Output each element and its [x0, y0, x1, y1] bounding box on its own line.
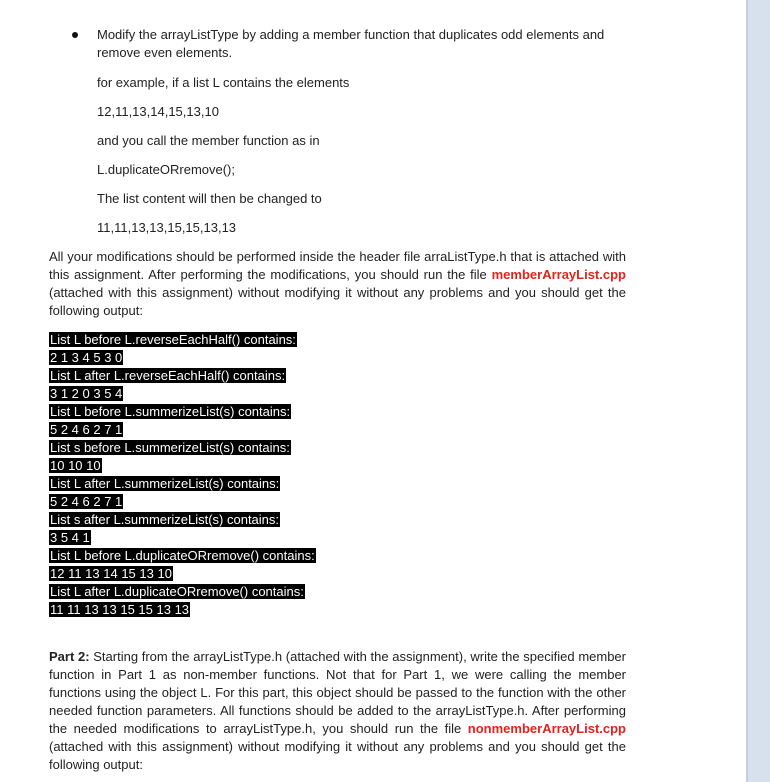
bullet-text: Modify the arrayListType by adding a member function that duplicates odd elements and remove even elements.	[97, 27, 605, 60]
console-line	[49, 367, 369, 385]
window-side-panel	[748, 0, 770, 782]
result-list: 11,11,13,13,15,15,13,13	[97, 220, 237, 235]
console-line	[49, 547, 369, 565]
console-line-text: List s after L.summerizeList(s) contains:	[50, 512, 280, 527]
console-line	[49, 385, 369, 403]
console-line	[49, 349, 369, 367]
result-intro: The list content will then be changed to	[97, 191, 322, 206]
call-intro: and you call the member function as in	[97, 133, 320, 148]
console-line-text: List L before L.duplicateORremove() contains:	[50, 548, 315, 563]
console-line	[49, 421, 369, 439]
console-line-text: 3 5 4 1	[50, 530, 90, 545]
console-line-text: 3 1 2 0 3 5 4	[50, 386, 123, 401]
call-code: L.duplicateORremove();	[97, 162, 235, 177]
console-line	[49, 493, 369, 511]
console-line	[49, 403, 369, 421]
part2-text-before: Starting from the arrayListType.h (attached with the assignment), write the specified member function in Part 1 as non-member functions. Not that for Part 1, we were calling the member functions using the object L. For this part, this object should be passed to the function with the other needed function parameters. All functions should be added to the arrayListType.h. After performing the needed modifications to arrayListType.h, you should run the file	[49, 649, 626, 736]
example-list: 12,11,13,14,15,13,10	[97, 104, 219, 119]
console-line	[49, 601, 369, 619]
console-line	[49, 439, 369, 457]
console-line-text: List L before L.summerizeList(s) contains:	[50, 404, 291, 419]
intro-paragraph	[49, 248, 626, 320]
nonmember-file-name: nonmemberArrayList.cpp	[467, 721, 626, 736]
console-line-text: 11 11 13 13 15 15 13 13	[50, 602, 190, 617]
console-line-text: List L after L.summerizeList(s) contains:	[50, 476, 280, 491]
console-line-text: 5 2 4 6 2 7 1	[50, 494, 123, 509]
bullet-dot	[72, 32, 78, 38]
console-line	[49, 583, 369, 601]
console-line-text: List L before L.reverseEachHalf() contains:	[50, 332, 296, 347]
part2-label: Part 2:	[49, 649, 90, 664]
console-line-text: 10 10 10	[50, 458, 101, 473]
part2-text-after: (attached with this assignment) without modifying it without any problems and you should get the following output:	[49, 739, 626, 772]
console-line-text: 2 1 3 4 5 3 0	[50, 350, 123, 365]
console-line	[49, 331, 369, 349]
console-line-text: 5 2 4 6 2 7 1	[50, 422, 123, 437]
member-file-name: memberArrayList.cpp	[491, 267, 626, 282]
part2-paragraph	[49, 648, 626, 774]
intro-text-before: All your modifications should be performed inside the header file arraListType.h that is attached with this assignment. After performing the modifications, you should run the file	[49, 249, 626, 282]
console-line	[49, 565, 369, 583]
console-line	[49, 457, 369, 475]
console-line	[49, 529, 369, 547]
console-output	[49, 331, 369, 619]
console-line	[49, 511, 369, 529]
console-line-text: List L after L.reverseEachHalf() contains:	[50, 368, 286, 383]
console-line-text: 12 11 13 14 15 13 10	[50, 566, 172, 581]
example-intro: for example, if a list L contains the elements	[97, 75, 350, 90]
intro-text-after: (attached with this assignment) without modifying it without any problems and you should get the following output:	[49, 285, 626, 318]
console-line-text: List s before L.summerizeList(s) contains:	[50, 440, 290, 455]
console-line	[49, 475, 369, 493]
console-line-text: List L after L.duplicateORremove() contains:	[50, 584, 304, 599]
